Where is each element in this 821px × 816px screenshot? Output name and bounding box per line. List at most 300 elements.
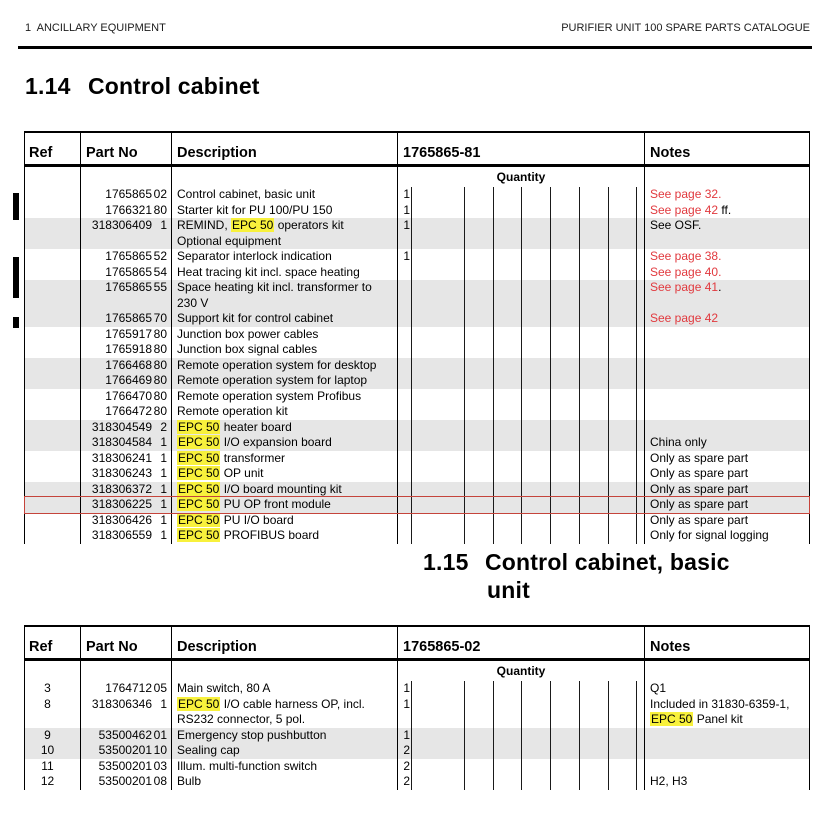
text-segment: Remote operation system for desktop	[177, 357, 377, 372]
table-row	[25, 373, 809, 389]
quantity-cell	[398, 681, 645, 697]
table-row	[25, 743, 809, 759]
ref-cell	[25, 389, 81, 405]
description-line	[177, 681, 397, 697]
text-segment: Illum. multi-function switch	[177, 758, 318, 773]
text-segment: Junction box power cables	[177, 326, 319, 341]
description-cell	[172, 697, 398, 728]
part-suffix: 80	[153, 342, 167, 356]
table-row	[25, 513, 809, 529]
text-segment: PU OP front module	[220, 497, 331, 511]
text-segment: PROFIBUS board	[220, 528, 320, 542]
part-suffix: 01	[153, 727, 167, 742]
text-segment: Remote operation system for laptop	[177, 373, 368, 387]
ref-cell	[25, 342, 81, 358]
notes-cell	[645, 528, 809, 544]
part-number: 318306225	[91, 497, 152, 511]
text-segment: heater board	[220, 419, 292, 434]
description-line	[177, 712, 397, 728]
quantity-cell	[398, 774, 645, 790]
part-number: 53500201	[98, 774, 152, 788]
part-suffix: 80	[153, 388, 167, 403]
epc50-highlight: EPC 50	[178, 528, 220, 542]
notes-cell	[645, 203, 809, 219]
table-row	[25, 497, 809, 513]
notes-cell	[645, 681, 809, 697]
description-cell	[172, 435, 398, 451]
text-segment: I/O cable harness OP, incl.	[220, 696, 365, 711]
description-line	[177, 528, 397, 544]
text-segment: Q1	[650, 681, 667, 695]
quantity-value: 2	[403, 774, 410, 788]
epc50-highlight: EPC 50	[178, 435, 220, 449]
ref-cell	[25, 435, 81, 451]
description-line	[177, 218, 397, 234]
table-row	[25, 466, 809, 482]
part-number: 318306241	[91, 450, 152, 465]
description-cell	[172, 311, 398, 327]
quantity-cell	[398, 435, 645, 451]
notes-cell	[645, 759, 809, 775]
part-no-cell	[81, 311, 172, 327]
text-segment: China only	[650, 435, 707, 449]
part-suffix: 2	[160, 419, 167, 434]
part-number: 53500201	[98, 758, 152, 773]
page-reference: See page 42	[650, 202, 719, 217]
text-segment: Space heating kit incl. transformer to	[177, 280, 372, 294]
part-suffix: 08	[153, 774, 167, 788]
quantity-cell	[398, 528, 645, 544]
part-number: 1766469	[105, 373, 152, 387]
epc50-highlight: EPC 50	[178, 497, 220, 511]
part-number: 1766472	[105, 404, 152, 418]
table-row	[25, 265, 809, 281]
part-no-cell	[81, 513, 172, 529]
notes-cell	[645, 373, 809, 389]
description-cell	[172, 327, 398, 343]
part-suffix: 80	[153, 373, 167, 387]
description-cell	[172, 482, 398, 498]
notes-cell	[645, 451, 809, 467]
table-body	[25, 681, 809, 790]
ref-cell: 12	[25, 774, 81, 790]
description-line	[177, 280, 397, 296]
part-suffix: 55	[153, 280, 167, 294]
part-no-cell	[81, 342, 172, 358]
part-number: 1766470	[105, 388, 152, 403]
quantity-cell	[398, 265, 645, 281]
text-segment: Only as spare part	[650, 450, 749, 465]
part-no-cell	[81, 728, 172, 744]
note-line	[650, 249, 809, 265]
ref-cell	[25, 203, 81, 219]
table-row	[25, 280, 809, 311]
text-segment: Bulb	[177, 774, 202, 788]
variant-column-header: 1765865-02	[398, 627, 645, 658]
table-row	[25, 482, 809, 498]
part-no-cell	[81, 482, 172, 498]
part-suffix: 1	[160, 466, 167, 480]
epc50-highlight: EPC 50	[178, 466, 220, 480]
note-line	[650, 203, 809, 219]
part-number: 318306346	[91, 696, 152, 711]
page-header-right: PURIFIER UNIT 100 SPARE PARTS CATALOGUE	[561, 22, 810, 34]
section-title-line2: unit	[487, 577, 530, 603]
part-no-cell	[81, 435, 172, 451]
quantity-label: Quantity	[398, 167, 645, 187]
description-cell	[172, 404, 398, 420]
text-segment: Starter kit for PU 100/PU 150	[177, 202, 333, 217]
epc50-highlight: EPC 50	[178, 419, 220, 434]
section-number: 1.15	[423, 549, 469, 575]
note-line	[650, 280, 809, 296]
notes-cell	[645, 420, 809, 436]
quantity-value: 2	[403, 743, 410, 757]
part-no-cell	[81, 497, 172, 513]
ref-cell	[25, 358, 81, 374]
ref-cell	[25, 528, 81, 544]
quantity-subheader-row	[25, 167, 809, 187]
quantity-cell	[398, 280, 645, 311]
page-reference: See page 42	[650, 311, 719, 325]
part-no-cell	[81, 187, 172, 203]
text-segment: Only as spare part	[650, 466, 749, 480]
note-line	[650, 697, 809, 713]
notes-cell	[645, 389, 809, 405]
part-number: 1765917	[105, 326, 152, 341]
notes-cell	[645, 187, 809, 203]
description-cell	[172, 528, 398, 544]
description-cell	[172, 728, 398, 744]
part-suffix: 02	[153, 187, 167, 201]
description-cell	[172, 759, 398, 775]
part-number: 1766321	[105, 202, 152, 217]
quantity-subheader-row	[25, 661, 809, 681]
text-segment: ff.	[718, 202, 732, 217]
part-suffix: 80	[153, 326, 167, 341]
text-segment: REMIND,	[177, 218, 231, 232]
description-cell	[172, 249, 398, 265]
quantity-cell	[398, 404, 645, 420]
quantity-value: 1	[403, 727, 410, 742]
text-segment: Sealing cap	[177, 743, 240, 757]
part-number: 1765865	[105, 264, 152, 279]
notes-cell	[645, 697, 809, 728]
description-line	[177, 342, 397, 358]
description-line	[177, 774, 397, 790]
description-column-header: Description	[172, 133, 398, 164]
table-row	[25, 218, 809, 249]
description-line	[177, 743, 397, 759]
ref-column-header: Ref	[25, 627, 81, 658]
table-row	[25, 420, 809, 436]
text-segment: I/O expansion board	[220, 435, 332, 449]
section-title: Control cabinet	[88, 73, 260, 99]
notes-cell	[645, 218, 809, 249]
quantity-cell	[398, 420, 645, 436]
quantity-value: 1	[403, 187, 410, 201]
table-row	[25, 681, 809, 697]
text-segment: operators kit	[274, 218, 344, 232]
table-row	[25, 435, 809, 451]
description-line	[177, 697, 397, 713]
part-suffix: 1	[160, 696, 167, 711]
ref-column-header: Ref	[25, 133, 81, 164]
quantity-cell	[398, 187, 645, 203]
part-suffix: 1	[160, 435, 167, 449]
ref-cell	[25, 311, 81, 327]
epc50-highlight: EPC 50	[651, 712, 693, 726]
description-column-header: Description	[172, 627, 398, 658]
text-segment: transformer	[220, 450, 286, 465]
table-row	[25, 404, 809, 420]
table-row	[25, 728, 809, 744]
ref-cell: 10	[25, 743, 81, 759]
part-suffix: 54	[153, 264, 167, 279]
quantity-cell	[398, 497, 645, 513]
part-suffix: 1	[160, 450, 167, 465]
notes-cell	[645, 311, 809, 327]
quantity-cell	[398, 373, 645, 389]
description-line	[177, 497, 397, 513]
text-segment: OP unit	[220, 466, 264, 480]
text-segment: See OSF.	[650, 218, 702, 232]
notes-cell	[645, 743, 809, 759]
part-no-column-header: Part No	[81, 133, 172, 164]
part-number: 1765918	[105, 342, 152, 356]
part-suffix: 52	[153, 249, 167, 263]
part-suffix: 80	[153, 357, 167, 372]
description-line	[177, 296, 397, 312]
ref-cell	[25, 373, 81, 389]
table-row	[25, 342, 809, 358]
part-number: 318306559	[91, 528, 152, 542]
change-bar	[13, 193, 19, 220]
text-segment: Remote operation kit	[177, 404, 288, 418]
description-cell	[172, 743, 398, 759]
part-no-cell	[81, 280, 172, 311]
quantity-cell	[398, 342, 645, 358]
quantity-cell	[398, 203, 645, 219]
part-suffix: 1	[160, 218, 167, 232]
quantity-cell	[398, 728, 645, 744]
ref-cell	[25, 265, 81, 281]
part-number: 318304584	[91, 435, 152, 449]
notes-cell	[645, 466, 809, 482]
parts-table-control-cabinet	[24, 131, 810, 544]
quantity-cell	[398, 218, 645, 249]
part-number: 1765865	[105, 311, 152, 325]
part-no-cell	[81, 451, 172, 467]
ref-cell	[25, 280, 81, 311]
part-no-cell	[81, 743, 172, 759]
part-number: 1765865	[105, 280, 152, 294]
part-no-cell	[81, 327, 172, 343]
page-reference: See page 40.	[650, 264, 722, 279]
quantity-value: 1	[403, 249, 410, 263]
text-segment: 230 V	[177, 295, 209, 310]
description-line	[177, 728, 397, 744]
quantity-cell	[398, 482, 645, 498]
description-line	[177, 420, 397, 436]
part-no-cell	[81, 420, 172, 436]
part-number: 318306409	[91, 218, 152, 232]
notes-cell	[645, 404, 809, 420]
notes-cell	[645, 728, 809, 744]
description-cell	[172, 451, 398, 467]
note-line	[650, 435, 809, 451]
section-heading-1-14	[25, 72, 260, 100]
note-line	[650, 218, 809, 234]
quantity-cell	[398, 451, 645, 467]
header-rule	[18, 46, 812, 49]
part-no-cell	[81, 681, 172, 697]
quantity-value: 1	[403, 218, 410, 232]
part-number: 1764712	[105, 681, 152, 695]
table-row	[25, 774, 809, 790]
text-segment: RS232 connector, 5 pol.	[177, 712, 306, 726]
text-segment: Remote operation system Profibus	[177, 388, 362, 403]
ref-cell	[25, 218, 81, 249]
note-line	[650, 712, 809, 728]
quantity-label: Quantity	[398, 661, 645, 681]
text-segment: .	[718, 280, 722, 294]
page-reference: See page 38.	[650, 249, 722, 263]
description-line	[177, 327, 397, 343]
notes-column-header: Notes	[650, 639, 691, 655]
table-row	[25, 249, 809, 265]
part-number: 318304549	[91, 419, 152, 434]
ref-cell: 3	[25, 681, 81, 697]
note-line	[650, 466, 809, 482]
variant-column-header: 1765865-81	[398, 133, 645, 164]
note-line	[650, 187, 809, 203]
part-suffix: 1	[160, 497, 167, 511]
quantity-cell	[398, 389, 645, 405]
ref-cell	[25, 249, 81, 265]
description-line	[177, 466, 397, 482]
note-line	[650, 311, 809, 327]
part-suffix: 80	[153, 202, 167, 217]
section-heading-1-15	[423, 548, 730, 604]
part-suffix: 70	[153, 311, 167, 325]
description-line	[177, 759, 397, 775]
page-reference: See page 41	[650, 280, 719, 294]
part-suffix: 1	[160, 528, 167, 542]
part-suffix: 05	[153, 681, 167, 695]
ref-cell	[25, 187, 81, 203]
ref-cell	[25, 451, 81, 467]
text-segment: Emergency stop pushbutton	[177, 727, 327, 742]
description-line	[177, 482, 397, 498]
epc50-highlight: EPC 50	[178, 481, 220, 496]
epc50-highlight: EPC 50	[178, 696, 220, 711]
description-cell	[172, 774, 398, 790]
part-no-cell	[81, 265, 172, 281]
part-suffix: 1	[160, 512, 167, 527]
table-header-row	[25, 133, 809, 167]
part-no-column-header: Part No	[81, 627, 172, 658]
part-number: 1765865	[105, 249, 152, 263]
part-no-cell	[81, 528, 172, 544]
ref-cell	[25, 513, 81, 529]
section-title-line1	[423, 548, 730, 576]
description-cell	[172, 203, 398, 219]
notes-cell	[645, 513, 809, 529]
part-number: 318306243	[91, 466, 152, 480]
quantity-cell	[398, 249, 645, 265]
description-cell	[172, 218, 398, 249]
part-no-cell	[81, 249, 172, 265]
notes-cell	[645, 327, 809, 343]
quantity-cell	[398, 513, 645, 529]
page-reference: See page 32.	[650, 187, 722, 201]
text-segment: Separator interlock indication	[177, 249, 332, 263]
part-no-cell	[81, 373, 172, 389]
description-line	[177, 435, 397, 451]
part-no-cell	[81, 759, 172, 775]
description-cell	[172, 389, 398, 405]
description-cell	[172, 681, 398, 697]
part-no-cell	[81, 697, 172, 728]
ref-cell	[25, 482, 81, 498]
notes-cell	[645, 774, 809, 790]
description-cell	[172, 265, 398, 281]
description-line	[177, 187, 397, 203]
description-cell	[172, 280, 398, 311]
description-line	[177, 404, 397, 420]
text-segment: I/O board mounting kit	[220, 481, 342, 496]
quantity-value: 1	[403, 202, 410, 217]
text-segment: Heat tracing kit incl. space heating	[177, 264, 360, 279]
quantity-cell	[398, 743, 645, 759]
description-line	[177, 358, 397, 374]
description-line	[177, 234, 397, 250]
description-cell	[172, 358, 398, 374]
text-segment: Only as spare part	[650, 497, 749, 511]
text-segment: Optional equipment	[177, 233, 282, 248]
part-number: 318306426	[91, 512, 152, 527]
ref-cell: 8	[25, 697, 81, 728]
part-no-cell	[81, 774, 172, 790]
table-row	[25, 203, 809, 219]
table-row	[25, 187, 809, 203]
epc50-highlight: EPC 50	[178, 512, 220, 527]
note-line	[650, 513, 809, 529]
description-cell	[172, 342, 398, 358]
table-body	[25, 187, 809, 544]
description-line	[177, 373, 397, 389]
description-cell	[172, 513, 398, 529]
part-number: 1766468	[105, 357, 152, 372]
change-bar	[13, 257, 19, 298]
description-cell	[172, 187, 398, 203]
part-no-cell	[81, 404, 172, 420]
ref-cell	[25, 327, 81, 343]
table-row	[25, 451, 809, 467]
description-cell	[172, 420, 398, 436]
epc50-highlight: EPC 50	[232, 218, 274, 232]
part-suffix: 03	[153, 758, 167, 773]
quantity-cell	[398, 327, 645, 343]
notes-cell	[645, 497, 809, 513]
text-segment: Control cabinet, basic unit	[177, 187, 316, 201]
notes-cell	[645, 265, 809, 281]
text-segment: Panel kit	[693, 712, 743, 726]
text-segment: Junction box signal cables	[177, 342, 318, 356]
table-row	[25, 389, 809, 405]
table-row	[25, 528, 809, 544]
